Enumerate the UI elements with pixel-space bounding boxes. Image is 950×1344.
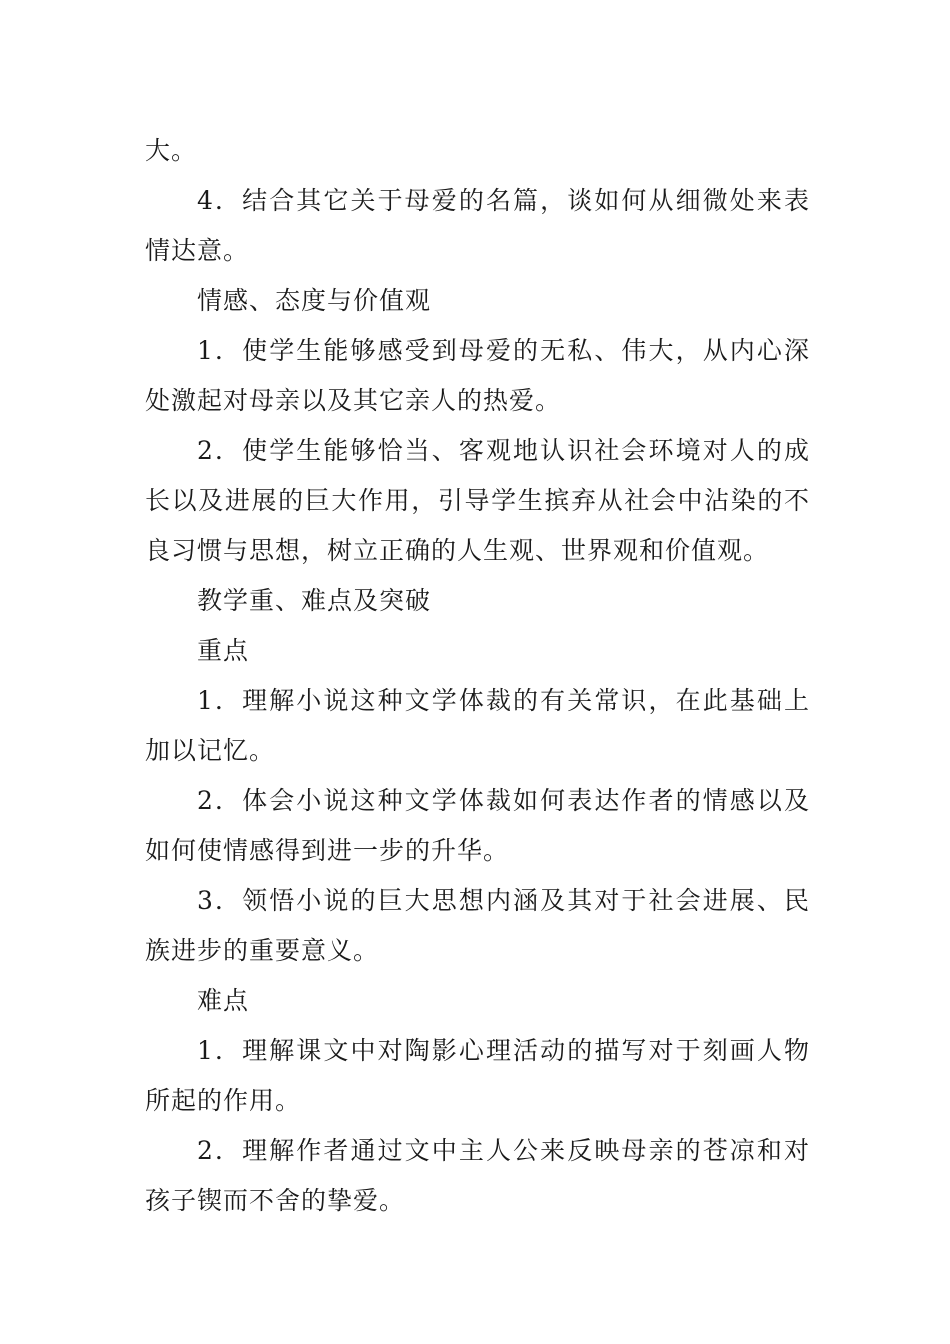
subheading-difficult-points: 难点 <box>197 986 250 1015</box>
paragraph-objective-4: 4．结合其它关于母爱的名篇，谈如何从细微处来表情达意。 <box>145 186 810 265</box>
paragraph-difficult-2: 2．理解作者通过文中主人公来反映母亲的苍凉和对孩子锲而不舍的挚爱。 <box>145 1136 810 1215</box>
section-heading-emotion-attitude-values: 情感、态度与价值观 <box>197 286 432 315</box>
paragraph-continuation: 大。 <box>145 136 198 165</box>
paragraph-difficult-1: 1．理解课文中对陶影心理活动的描写对于刻画人物所起的作用。 <box>145 1036 810 1115</box>
paragraph-emotion-2: 2．使学生能够恰当、客观地认识社会环境对人的成长以及进展的巨大作用，引导学生摈弃从社会中沾染的不良习惯与思想，树立正确的人生观、世界观和价值观。 <box>145 436 810 565</box>
paragraph-key-2: 2．体会小说这种文学体裁如何表达作者的情感以及如何使情感得到进一步的升华。 <box>145 786 810 865</box>
paragraph-key-3: 3．领悟小说的巨大思想内涵及其对于社会进展、民族进步的重要意义。 <box>145 886 810 965</box>
subheading-key-points: 重点 <box>197 636 250 665</box>
paragraph-key-1: 1．理解小说这种文学体裁的有关常识，在此基础上加以记忆。 <box>145 686 810 765</box>
document-body <box>145 126 810 1226</box>
paragraph-emotion-1: 1．使学生能够感受到母爱的无私、伟大，从内心深处激起对母亲以及其它亲人的热爱。 <box>145 336 810 415</box>
section-heading-key-difficult-points: 教学重、难点及突破 <box>197 586 432 615</box>
